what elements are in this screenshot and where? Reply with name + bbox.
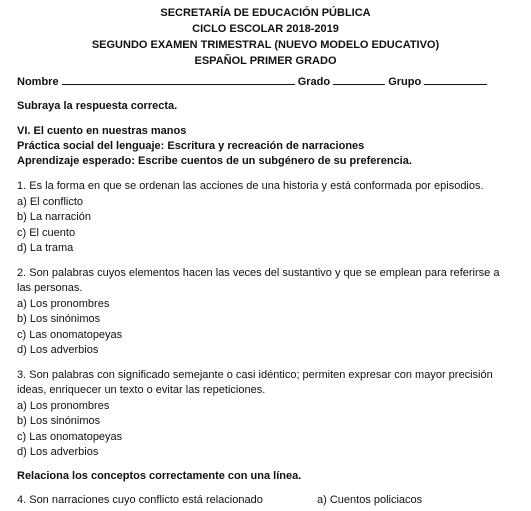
option-3b[interactable]: b) Los sinónimos xyxy=(17,415,101,427)
option-3d[interactable]: d) Los adverbios xyxy=(17,446,99,458)
question-3-cont: ideas, enriquecer un texto o evitar las repeticiones. xyxy=(17,384,266,396)
question-4: 4. Son narraciones cuyo conflicto está relacionado xyxy=(17,494,263,506)
option-2d[interactable]: d) Los adverbios xyxy=(17,344,99,356)
option-4a[interactable]: a) Cuentos policiacos xyxy=(317,494,423,506)
group-blank[interactable] xyxy=(424,74,487,85)
option-1d[interactable]: d) La trama xyxy=(17,242,74,254)
grade-blank[interactable] xyxy=(333,74,385,85)
question-1: 1. Es la forma en que se ordenan las acciones de una historia y está conformada por episodios. xyxy=(17,180,484,192)
option-3c[interactable]: c) Las onomatopeyas xyxy=(17,431,123,443)
name-label: Nombre xyxy=(17,76,59,88)
question-2: 2. Son palabras cuyos elementos hacen las veces del sustantivo y que se emplean para referirse a xyxy=(17,267,500,279)
instruction-underline: Subraya la respuesta correcta. xyxy=(17,100,178,112)
option-2a[interactable]: a) Los pronombres xyxy=(17,298,110,310)
option-1b[interactable]: b) La narración xyxy=(17,211,91,223)
expected-learning: Aprendizaje esperado: Escribe cuentos de un subgénero de su preferencia. xyxy=(17,155,412,167)
name-blank[interactable] xyxy=(62,74,295,85)
header-institution: SECRETARÍA DE EDUCACIÓN PÚBLICA xyxy=(160,7,371,19)
exam-header xyxy=(0,5,531,69)
option-2b[interactable]: b) Los sinónimos xyxy=(17,313,101,325)
section-title: VI. El cuento en nuestras manos xyxy=(17,125,187,137)
student-fields xyxy=(17,74,517,89)
question-2-cont: las personas. xyxy=(17,282,83,294)
grade-label: Grado xyxy=(297,76,331,88)
instruction-match: Relaciona los conceptos correctamente con una línea. xyxy=(17,470,302,482)
option-2c[interactable]: c) Las onomatopeyas xyxy=(17,329,123,341)
social-practice: Práctica social del lenguaje: Escritura y recreación de narraciones xyxy=(17,140,365,152)
header-exam-title: SEGUNDO EXAMEN TRIMESTRAL (NUEVO MODELO EDUCATIVO) xyxy=(91,39,440,51)
question-3: 3. Son palabras con significado semejante o casi idéntico; permiten expresar con mayor precisión xyxy=(17,369,493,381)
header-subject: ESPAÑOL PRIMER GRADO xyxy=(194,55,337,67)
header-school-year: CICLO ESCOLAR 2018-2019 xyxy=(192,23,339,35)
option-1c[interactable]: c) El cuento xyxy=(17,227,76,239)
option-1a[interactable]: a) El conflicto xyxy=(17,196,84,208)
group-label: Grupo xyxy=(388,76,422,88)
option-3a[interactable]: a) Los pronombres xyxy=(17,400,110,412)
